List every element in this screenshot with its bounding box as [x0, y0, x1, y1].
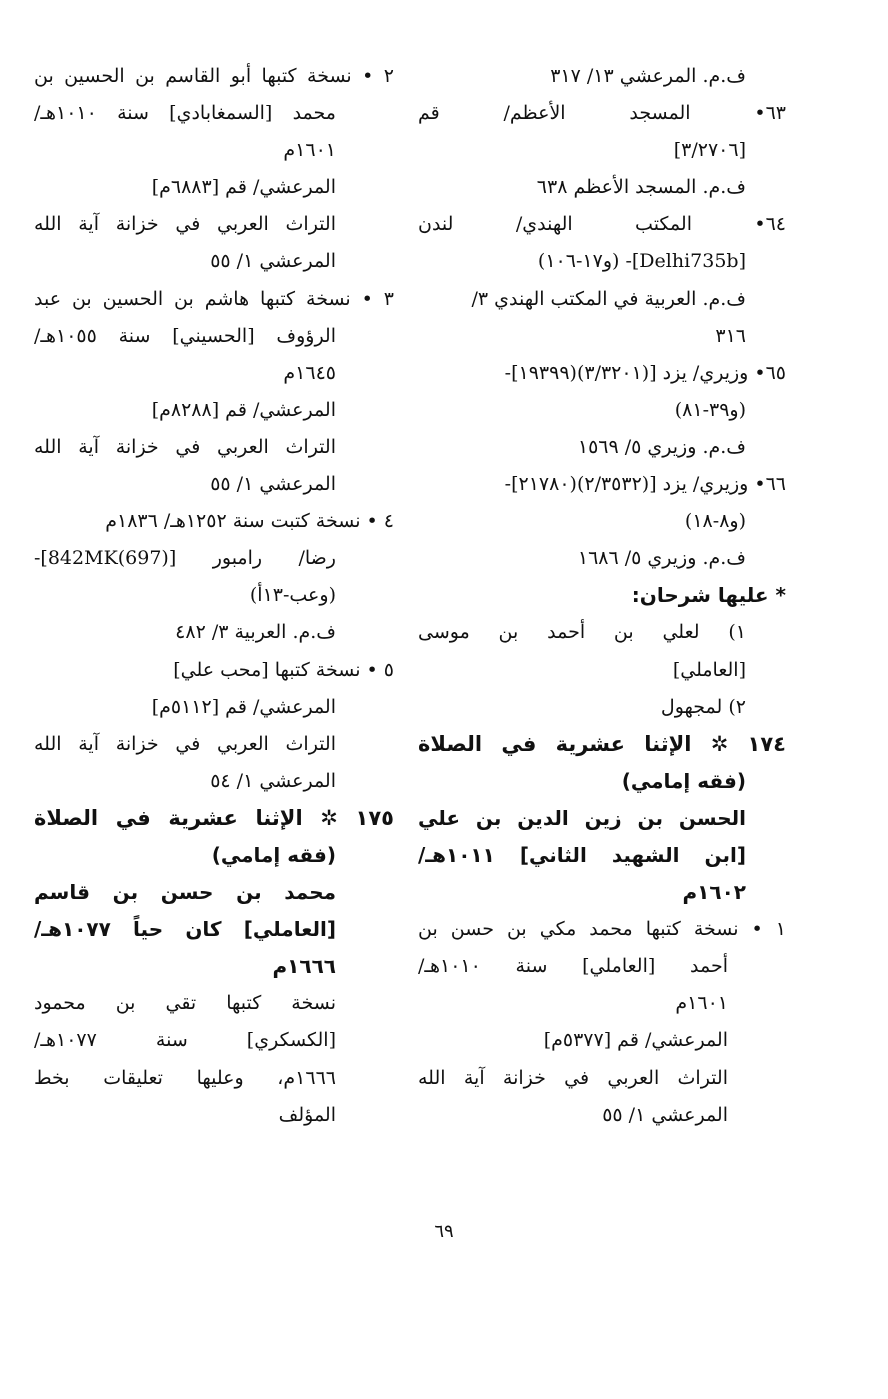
text-line: المرعشي/ قم [٥٣٧٧م] [543, 1029, 728, 1052]
text-line: الرؤوف [الحسيني] سنة ١٠٥٥هـ/ [34, 324, 336, 347]
text-line: (وعب-١٣أ) [249, 584, 336, 607]
text-line: * عليها شرحان: [631, 583, 786, 608]
text-line: ف.م. العربية في المكتب الهندي ٣/ [471, 287, 746, 310]
text-line: نسخة كتبها تقي بن محمود [34, 992, 336, 1015]
text-line: الحسن بن زين الدين بن علي [418, 805, 746, 830]
text-line: التراث العربي في خزانة آية الله [418, 1066, 728, 1089]
text-line: ٣ • نسخة كتبها هاشم بن الحسين بن عبد [34, 287, 394, 310]
text-line: ف.م. وزيري ٥/ ١٥٦٩ [577, 435, 746, 458]
text-line: ٢ • نسخة كتبها أبو القاسم بن الحسين بن [34, 65, 394, 87]
text-line: ١٦٦٦م، وعليها تعليقات بخط [34, 1066, 336, 1089]
text-line: ف.م. وزيري ٥/ ١٦٨٦ [577, 547, 746, 570]
text-line: ١) لعلي بن أحمد بن موسى [418, 621, 746, 644]
text-line: [Delhi735b]- (و١٧-١٠٦) [537, 250, 746, 273]
text-line: المرعشي ١/ ٥٤ [210, 769, 336, 792]
text-line: المرعشي/ قم [٨٢٨٨م] [151, 398, 336, 421]
text-line: [العاملي] [672, 658, 746, 681]
text-line: ٣١٦ [715, 324, 746, 347]
text-line: أحمد [العاملي] سنة ١٠١٠هـ/ [418, 955, 728, 978]
text-line: [٣/٢٧٠٦] [673, 139, 746, 162]
text-line: ٦٥• وزيري/ يزد [(٣/٣٢٠١)(١٩٣٩٩]- [504, 361, 786, 384]
text-line: التراث العربي في خزانة آية الله [34, 213, 336, 236]
text-line: ١٦٠٢م [682, 880, 746, 905]
text-line: رضا/ رامبور [842MK(697)]- [34, 547, 336, 570]
left-column [34, 58, 394, 1134]
text-line: ١٦٦٦م [272, 954, 336, 979]
text-line: ١٦٠١م [283, 139, 336, 162]
text-line: ١ • نسخة كتبها محمد مكي بن حسن بن [418, 918, 786, 941]
text-line: محمد بن حسن بن قاسم [34, 880, 336, 905]
page-number: ٦٩ [434, 1221, 454, 1242]
text-line: المؤلف [278, 1103, 336, 1126]
text-line: (و٨-١٨) [684, 510, 746, 533]
text-line: ١٧٥ ✲ الإثنا عشرية في الصلاة [34, 805, 394, 830]
text-line: المرعشي/ قم [٥١١٢م] [151, 695, 336, 718]
text-line: المرعشي ١/ ٥٥ [602, 1103, 728, 1126]
text-line: المرعشي ١/ ٥٥ [210, 473, 336, 496]
text-line: ١٧٤ ✲ الإثنا عشرية في الصلاة [418, 731, 786, 756]
text-line: ١٦٤٥م [283, 361, 336, 384]
text-line: ٦٣• المسجد الأعظم/ قم [418, 102, 786, 125]
text-line: المرعشي/ قم [٦٨٨٣م] [151, 176, 336, 199]
text-line: ٢) لمجهول [660, 695, 746, 718]
right-column [418, 58, 786, 1134]
text-line: (فقه إمامي) [211, 842, 336, 867]
text-line: ٦٦• وزيري/ يزد [(٢/٣٥٣٢)(٢١٧٨٠]- [504, 473, 786, 496]
text-line: [العاملي] كان حياً ١٠٧٧هـ/ [34, 917, 336, 942]
text-line: [ابن الشهيد الثاني] ١٠١١هـ/ [418, 842, 746, 867]
text-line: ٤ • نسخة كتبت سنة ١٢٥٢هـ/ ١٨٣٦م [105, 510, 394, 533]
text-line: (و٣٩-٨١) [674, 398, 746, 421]
text-line: ف.م. المسجد الأعظم ٦٣٨ [536, 176, 746, 199]
text-line: ١٦٠١م [675, 992, 728, 1015]
text-line: ٦٤• المكتب الهندي/ لندن [418, 213, 786, 236]
text-line: التراث العربي في خزانة آية الله [34, 732, 336, 755]
text-line: [الكسكري] سنة ١٠٧٧هـ/ [34, 1029, 336, 1052]
text-line: ٥ • نسخة كتبها [محب علي] [173, 658, 394, 681]
text-line: ف.م. العربية ٣/ ٤٨٢ [175, 621, 336, 644]
text-line: ف.م. المرعشي ١٣/ ٣١٧ [550, 65, 746, 87]
text-line: محمد [السمغابادي] سنة ١٠١٠هـ/ [34, 102, 336, 125]
text-line: (فقه إمامي) [621, 768, 746, 793]
text-line: التراث العربي في خزانة آية الله [34, 435, 336, 458]
text-line: المرعشي ١/ ٥٥ [210, 250, 336, 273]
